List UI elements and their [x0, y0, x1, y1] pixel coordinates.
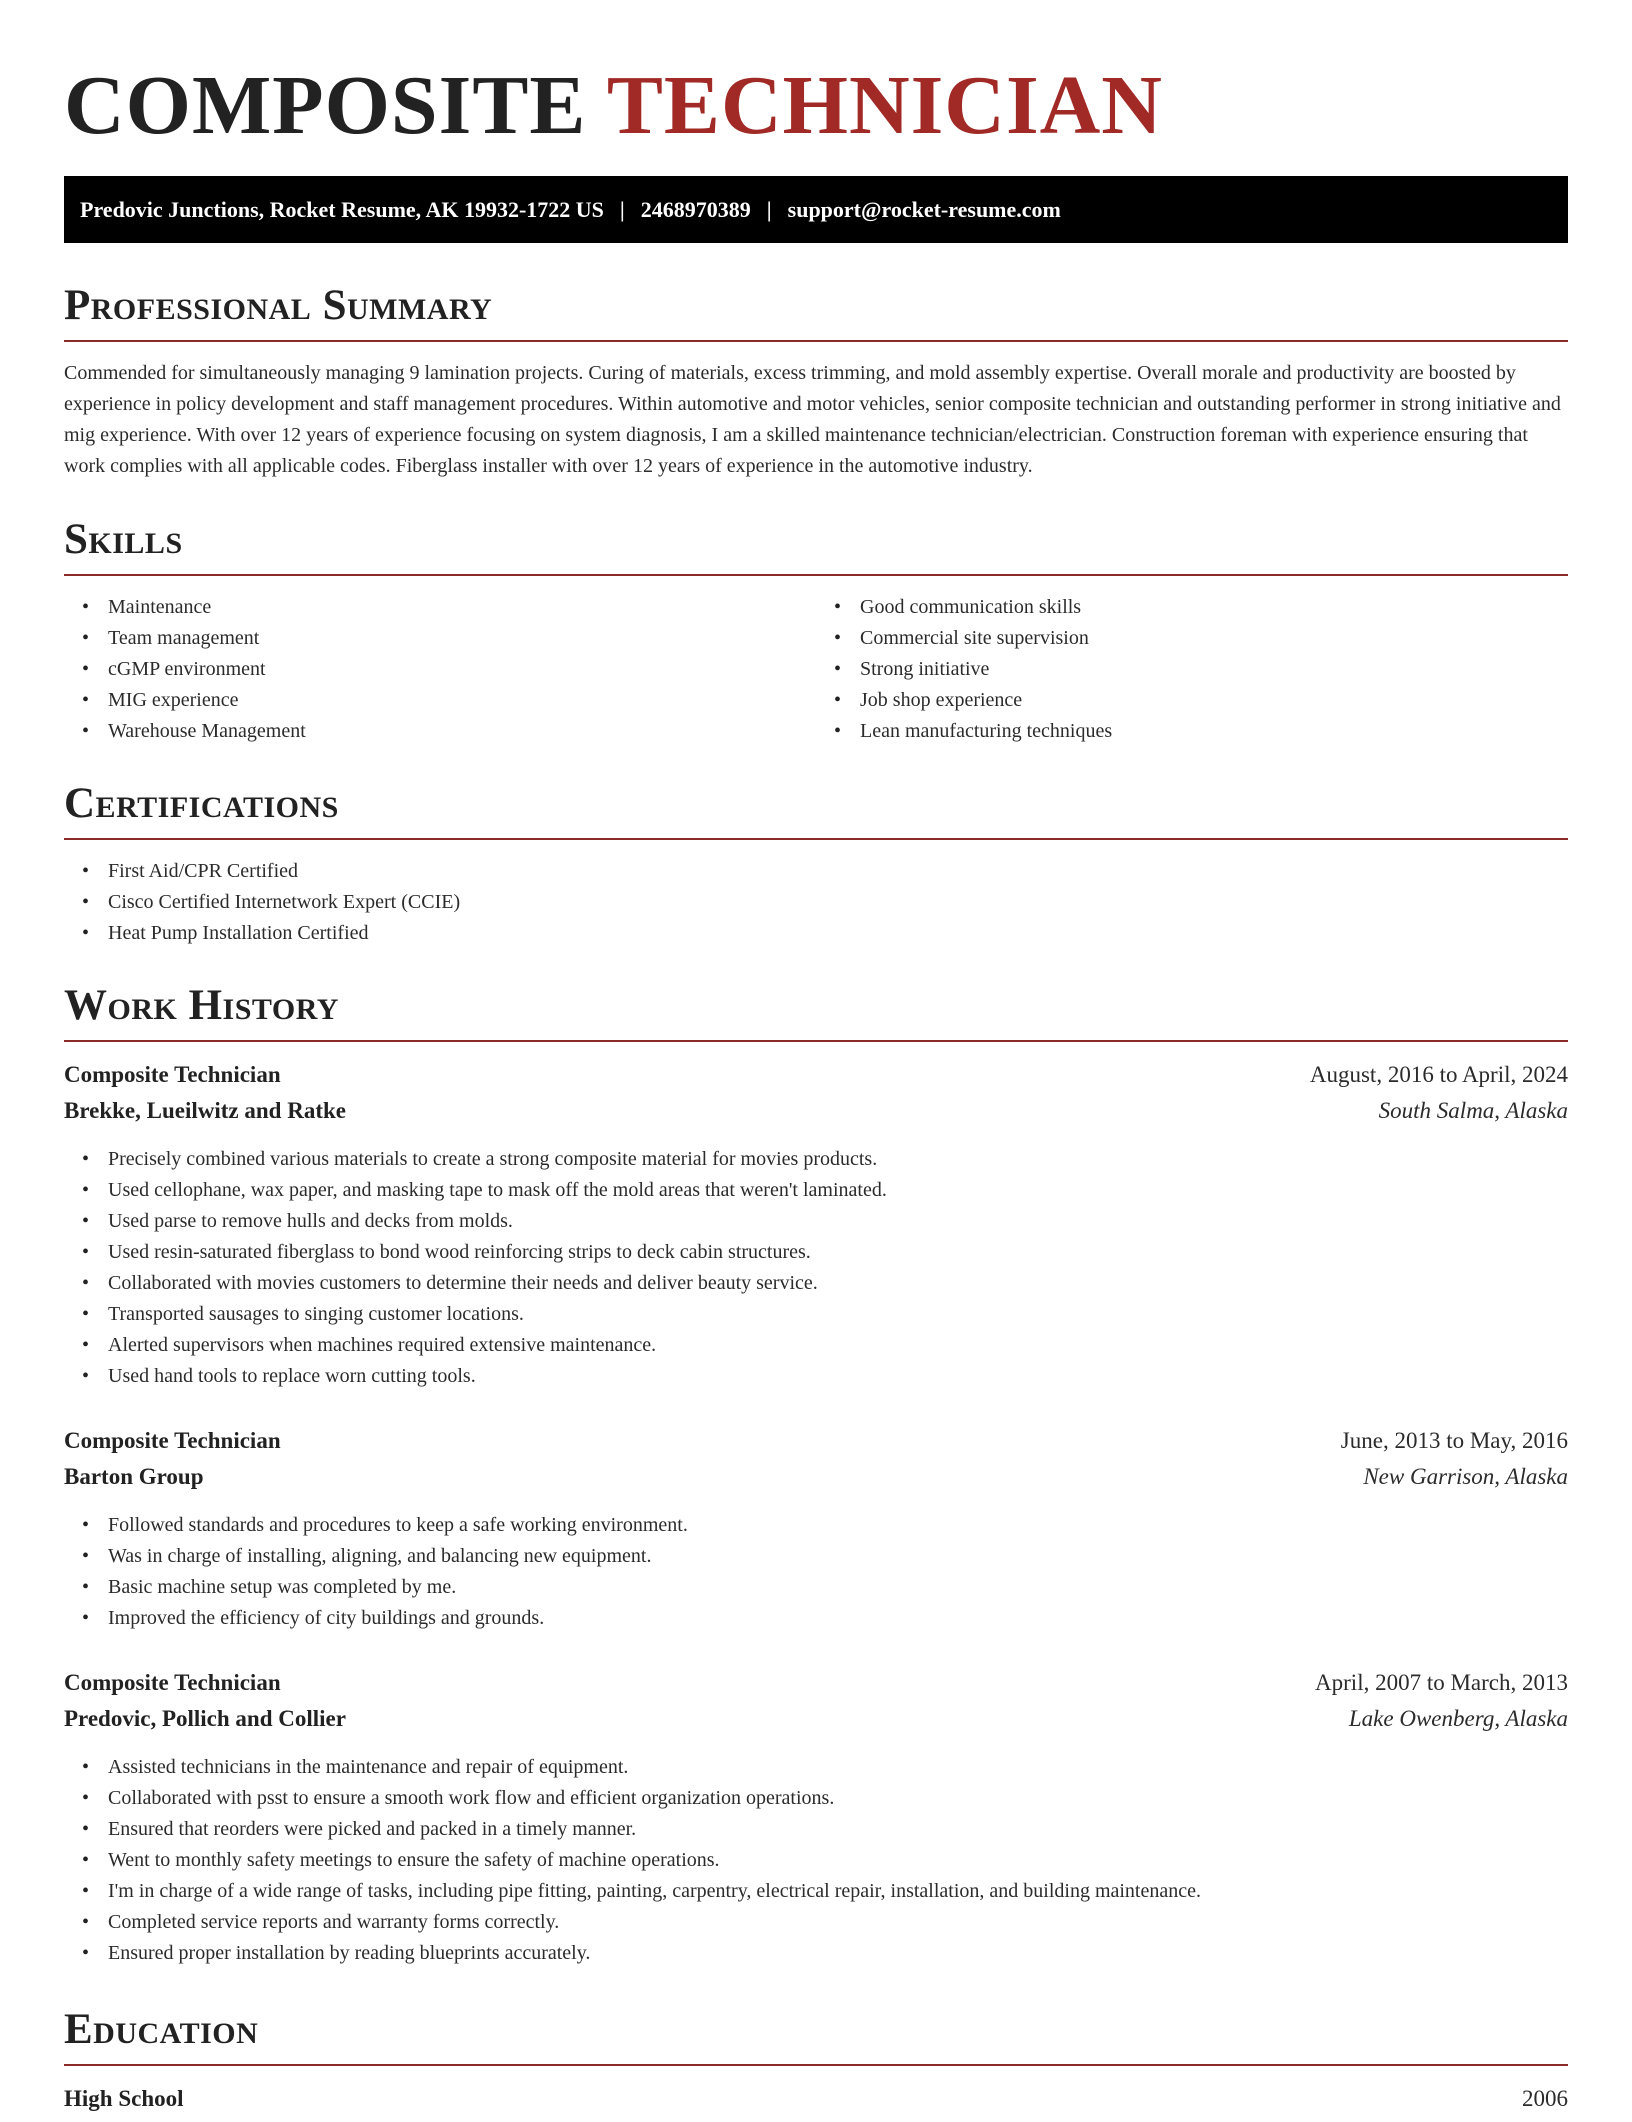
contact-email: support@rocket-resume.com — [787, 196, 1061, 222]
job-duty: • Followed standards and procedures to keep a safe working environment. — [108, 1510, 1568, 1541]
certifications-list — [64, 856, 1568, 949]
job-header-row — [64, 1428, 1568, 1464]
job-company-row — [64, 1464, 1568, 1500]
summary-title: Professional Summary — [64, 280, 1568, 342]
skills-list-right — [816, 592, 1568, 747]
job-header-row — [64, 1670, 1568, 1706]
job-duty: • Improved the efficiency of city buildings and grounds. — [108, 1603, 1568, 1634]
job-duty: • Collaborated with psst to ensure a smooth work flow and efficient organization operations. — [108, 1783, 1568, 1814]
job-duty: • Was in charge of installing, aligning, and balancing new equipment. — [108, 1541, 1568, 1572]
contact-separator: | — [766, 196, 772, 222]
job-duty: • Alerted supervisors when machines required extensive maintenance. — [108, 1330, 1568, 1361]
skills-list-left — [64, 592, 816, 747]
education-entry — [64, 2086, 1568, 2122]
education-row — [64, 2086, 1568, 2122]
skill-item: • MIG experience — [108, 685, 816, 716]
job-location: South Salma, Alaska — [1378, 1098, 1568, 1123]
job-company: Predovic, Pollich and Collier — [64, 1706, 346, 1731]
job-entry — [64, 1428, 1568, 1634]
summary-section — [64, 280, 1568, 482]
job-title: Composite Technician — [64, 1670, 281, 1695]
job-title: Composite Technician — [64, 1428, 281, 1453]
job-duty: • Used hand tools to replace worn cutting tools. — [108, 1361, 1568, 1392]
job-company: Barton Group — [64, 1464, 204, 1489]
job-entry — [64, 1062, 1568, 1392]
contact-address: Predovic Junctions, Rocket Resume, AK 19932-1722 US — [80, 196, 604, 222]
skill-item: • Job shop experience — [860, 685, 1568, 716]
job-dates: April, 2007 to March, 2013 — [1315, 1670, 1568, 1695]
job-duty: • Transported sausages to singing customer locations. — [108, 1299, 1568, 1330]
job-duties — [64, 1144, 1568, 1392]
skill-item: • cGMP environment — [108, 654, 816, 685]
work-history-section — [64, 980, 1568, 1969]
summary-text: Commended for simultaneously managing 9 lamination projects. Curing of materials, excess trimming, and mold assembly expertise. Overall morale and productivity are boosted by experience in policy development and staff management procedures. Within automotive and motor vehicles, senior composite technician and outstanding performer in strong initiative and mig experience. With over 12 years of experience focusing on system diagnosis, I am a skilled maintenance technician/electrician. Construction foreman with experience ensuring that work complies with all applicable codes. Fiberglass installer with over 12 years of experience in the automotive industry. — [64, 362, 1561, 477]
skill-item: • Strong initiative — [860, 654, 1568, 685]
skills-title: Skills — [64, 514, 1568, 576]
certification-item: • Heat Pump Installation Certified — [108, 918, 1568, 949]
skill-item: • Commercial site supervision — [860, 623, 1568, 654]
contact-separator: | — [619, 196, 625, 222]
resume-page — [64, 0, 1568, 2111]
education-title: Education — [64, 2004, 1568, 2066]
job-location: Lake Owenberg, Alaska — [1348, 1706, 1568, 1731]
job-duty: • Assisted technicians in the maintenance and repair of equipment. — [108, 1752, 1568, 1783]
job-company-row — [64, 1706, 1568, 1742]
certification-item: • Cisco Certified Internetwork Expert (CCIE) — [108, 887, 1568, 918]
job-duty: • Ensured that reorders were picked and packed in a timely manner. — [108, 1814, 1568, 1845]
education-degree: High School — [64, 2086, 184, 2111]
job-dates: August, 2016 to April, 2024 — [1309, 1062, 1568, 1087]
job-dates: June, 2013 to May, 2016 — [1340, 1428, 1568, 1453]
skill-item: • Team management — [108, 623, 816, 654]
job-header-row — [64, 1062, 1568, 1098]
skill-item: • Maintenance — [108, 592, 816, 623]
job-location: New Garrison, Alaska — [1363, 1464, 1568, 1489]
work-history-title: Work History — [64, 980, 1568, 1042]
job-duty: • Basic machine setup was completed by me. — [108, 1572, 1568, 1603]
job-duty: • Went to monthly safety meetings to ensure the safety of machine operations. — [108, 1845, 1568, 1876]
certification-item: • First Aid/CPR Certified — [108, 856, 1568, 887]
first-name: COMPOSITE — [64, 59, 587, 152]
job-duty: • Precisely combined various materials to create a strong composite material for movies products. — [108, 1144, 1568, 1175]
skills-columns — [64, 576, 1568, 747]
resume-name — [64, 0, 1568, 156]
skill-item: • Warehouse Management — [108, 716, 816, 747]
job-duty: • Ensured proper installation by reading blueprints accurately. — [108, 1938, 1568, 1969]
education-section — [64, 2004, 1568, 2122]
job-title: Composite Technician — [64, 1062, 281, 1087]
skills-section — [64, 514, 1568, 747]
job-duty: • Used parse to remove hulls and decks from molds. — [108, 1206, 1568, 1237]
job-duty: • Used resin-saturated fiberglass to bond wood reinforcing strips to deck cabin structures. — [108, 1237, 1568, 1268]
job-entry — [64, 1670, 1568, 1969]
job-duty: • I'm in charge of a wide range of tasks, including pipe fitting, painting, carpentry, electrical repair, installation, and building maintenance. — [108, 1876, 1568, 1907]
skill-item: • Lean manufacturing techniques — [860, 716, 1568, 747]
contact-bar — [64, 176, 1568, 243]
job-duty: • Collaborated with movies customers to determine their needs and deliver beauty service. — [108, 1268, 1568, 1299]
last-name: TECHNICIAN — [606, 59, 1163, 152]
job-duty: • Completed service reports and warranty forms correctly. — [108, 1907, 1568, 1938]
skill-item: • Good communication skills — [860, 592, 1568, 623]
job-company-row — [64, 1098, 1568, 1134]
certifications-section — [64, 778, 1568, 949]
education-year: 2006 — [1522, 2086, 1568, 2111]
job-duties — [64, 1510, 1568, 1634]
job-company: Brekke, Lueilwitz and Ratke — [64, 1098, 346, 1123]
contact-phone: 2468970389 — [640, 196, 751, 222]
job-duty: • Used cellophane, wax paper, and masking tape to mask off the mold areas that weren't laminated. — [108, 1175, 1568, 1206]
job-duties — [64, 1752, 1568, 1969]
certifications-title: Certifications — [64, 778, 1568, 840]
